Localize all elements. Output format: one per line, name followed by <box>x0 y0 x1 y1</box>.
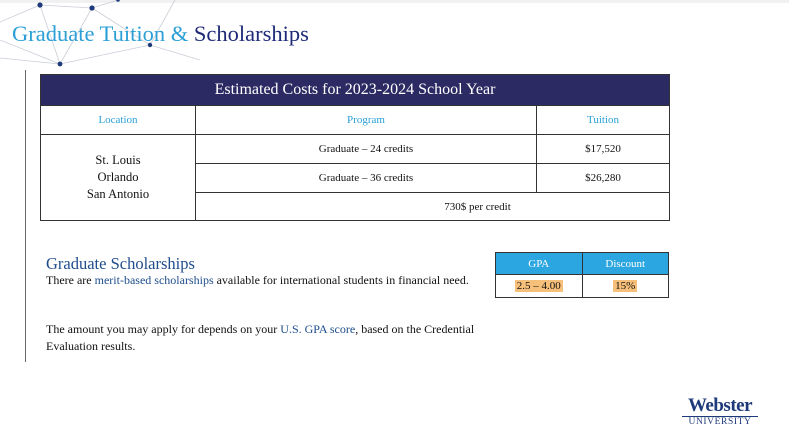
logo-name: Webster <box>687 395 753 416</box>
text-span: The amount you may apply for depends on your <box>46 322 281 336</box>
webster-logo <box>682 396 758 428</box>
gpa-score-highlight: U.S. GPA score <box>280 322 356 336</box>
text-span: available for international students in financial need. <box>213 273 469 287</box>
column-header-program: Program <box>196 106 537 135</box>
gpa-value-cell <box>496 275 583 298</box>
location-orlando: Orlando <box>97 170 139 184</box>
per-credit-cell: 730$ per credit <box>196 193 670 221</box>
merit-based-highlight: merit-based scholarships <box>94 273 214 287</box>
tuition-cell: $17,520 <box>537 135 670 164</box>
page-title <box>12 20 309 48</box>
title-part1: Graduate Tuition & <box>12 21 189 46</box>
text-span: There are <box>46 273 95 287</box>
tuition-cell: $26,280 <box>537 164 670 193</box>
gpa-value: 2.5 – 4.00 <box>516 280 561 292</box>
discount-value: 15% <box>615 280 636 292</box>
cost-table <box>40 74 670 221</box>
gpa-table <box>495 252 669 298</box>
location-cell <box>41 135 196 221</box>
scholarships-paragraph-1 <box>46 272 491 289</box>
discount-header: Discount <box>582 253 669 275</box>
gpa-header: GPA <box>496 253 583 275</box>
discount-value-cell <box>582 275 669 298</box>
title-part2: Scholarships <box>193 21 309 46</box>
column-header-tuition: Tuition <box>537 106 670 135</box>
scholarships-heading: Graduate Scholarships <box>46 254 195 273</box>
left-divider <box>25 70 26 362</box>
column-header-location: Location <box>41 106 196 135</box>
location-st-louis: St. Louis <box>95 153 141 167</box>
location-san-antonio: San Antonio <box>86 187 150 201</box>
table-row <box>496 275 669 298</box>
program-cell: Graduate – 36 credits <box>196 164 537 193</box>
text-span: , based on the Credential Evaluation results. <box>46 322 475 353</box>
cost-table-heading: Estimated Costs for 2023-2024 School Year <box>41 75 670 106</box>
table-row <box>41 135 670 164</box>
logo-sub: UNIVERSITY <box>682 416 758 428</box>
scholarships-paragraph-2 <box>46 321 491 354</box>
program-cell: Graduate – 24 credits <box>196 135 537 164</box>
